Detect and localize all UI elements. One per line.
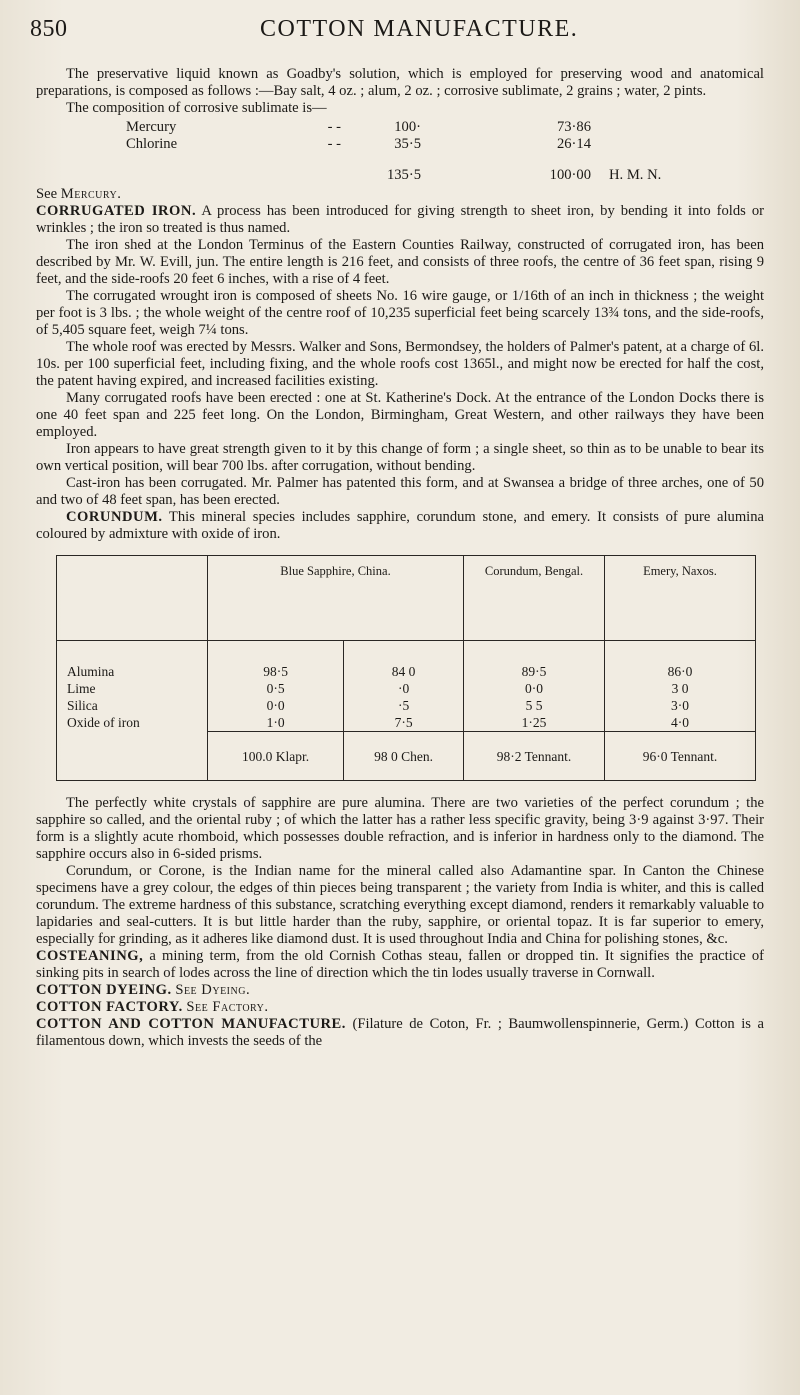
running-title: COTTON MANUFACTURE. <box>260 16 579 42</box>
corrugated-paragraph: Many corrugated roofs have been erected : one at St. Katherine's Dock. At the entrance of the London Docks there is one 40 feet span and 225 feet long. On the London, Birmingham, Great Western, and other railways they have been employed. <box>36 390 764 440</box>
table-header-row <box>57 556 756 641</box>
element-weight: 35·5 <box>394 136 421 152</box>
composition-row <box>36 119 764 136</box>
column-header: Blue Sapphire, China. <box>208 556 464 641</box>
cotton-dyeing-entry <box>36 982 764 999</box>
source-cell: 98 0 Chen. <box>344 732 464 781</box>
cross-reference-link[interactable]: See Dyeing. <box>175 982 251 998</box>
sapphire-paragraph: The perfectly white crystals of sapphire are pure alumina. There are two varieties of the perfect corundum ; the sapphire so called, and the oriental ruby ; of which the latter has a rather less specific gravity, being 3·9 against 3·97. Their form is a slightly acute rhomboid, which possesses double refraction, and is inferior in hardness only to the diamond. The sapphire occurs also in 6-sided prisms. <box>36 795 764 862</box>
element-dash: - - <box>327 119 341 135</box>
mineral-analysis-table <box>56 555 756 781</box>
composition-total-row <box>36 167 764 184</box>
table-row <box>57 641 756 732</box>
corrugated-paragraph: The corrugated wrought iron is composed of sheets No. 16 wire gauge, or 1/16th of an inch in thickness ; the weight per foot is 3 lbs. ; the whole weight of the centre roof of 10,235 superficial feet being scarcely 13¾ tons, and the side-roofs, of 5,405 square feet, weigh 7¼ tons. <box>36 288 764 338</box>
sapphire-analysis-1: 98·5 0·5 0·0 1·0 <box>208 641 344 732</box>
see-mercury-link[interactable]: Mercury. <box>60 186 122 202</box>
sapphire-analysis-2: 84 0 ·0 ·5 7·5 <box>344 641 464 732</box>
costeaning-entry: COSTEANING, a mining term, from the old Cornish Cothas steau, fallen or dropped tin. It signifies the practice of sinking pits in search of lodes across the line of direction which the tin lodes usually traverse in Cornwall. <box>36 948 764 981</box>
emery-analysis: 86·0 3 0 3·0 4·0 <box>605 641 756 732</box>
source-cell: 98·2 Tennant. <box>464 732 605 781</box>
cotton-factory-entry <box>36 999 764 1016</box>
entry-heading: COTTON AND COTTON MANUFACTURE. <box>36 1016 346 1032</box>
element-weight: 100· <box>394 119 421 135</box>
see-mercury: See Mercury. <box>36 186 122 202</box>
entry-heading: CORRUGATED IRON. <box>36 203 197 219</box>
corundum-analysis: 89·5 0·0 5 5 1·25 <box>464 641 605 732</box>
composition-table <box>36 119 764 184</box>
corundum-entry: CORUNDUM. This mineral species includes sapphire, corundum stone, and emery. It consists of pure alumina coloured by admixture with oxide of iron. <box>36 509 764 542</box>
element-percent: 26·14 <box>556 136 591 152</box>
entry-heading: COTTON FACTORY. <box>36 999 183 1015</box>
element-name: Chlorine <box>126 136 178 152</box>
corundum-paragraph: Corundum, or Corone, is the Indian name for the mineral called also Adamantine spar. In Canton the Chinese specimens have a grey colour, the edges of thin pieces being transparent ; the variety from India is whiter, and this is called corundum. The extreme hardness of this substance, scratching everything except diamond, renders it remarkably valuable to lapidaries and seal-cutters. It is but little harder than the ruby, sapphire, or oriental topaz. It is far superior to emery, especially for grinding, as it adheres like diamond dust. It is used throughout India and China for polishing stones, &c. <box>36 863 764 947</box>
element-dash: - - <box>327 136 341 152</box>
corrugated-paragraph: Cast-iron has been corrugated. Mr. Palmer has patented this form, and at Swansea a bridge of three arches, one of 50 and two of 48 feet span, has been erected. <box>36 475 764 508</box>
corrugated-iron-entry: CORRUGATED IRON. A process has been introduced for giving strength to sheet iron, by bending it into folds or wrinkles ; the iron so treated is thus named. <box>36 203 764 236</box>
cotton-manufacture-entry: COTTON AND COTTON MANUFACTURE. (Filature de Coton, Fr. ; Baumwollenspinnerie, Germ.) Cotton is a filamentous down, which invests the seeds of the <box>36 1016 764 1049</box>
column-header: Corundum, Bengal. <box>464 556 605 641</box>
source-cell: 96·0 Tennant. <box>605 732 756 781</box>
source-cell: 100.0 Klapr. <box>208 732 344 781</box>
entry-heading: CORUNDUM. <box>66 509 163 525</box>
entry-heading: COTTON DYEING. <box>36 982 172 998</box>
goadby-paragraph: The preservative liquid known as Goadby's solution, which is employed for preserving wood and anatomical preparations, is composed as follows :—Bay salt, 4 oz. ; alum, 2 oz. ; corrosive sublimate, 2 grains ; water, 2 pints. <box>36 66 764 99</box>
corrugated-paragraph: Iron appears to have great strength given to it by this change of form ; a single sheet, so thin as to be unable to bear its own vertical position, will bear 700 lbs. after corrugation, without bending. <box>36 441 764 474</box>
corrugated-paragraph: The whole roof was erected by Messrs. Walker and Sons, Bermondsey, the holders of Palmer's patent, at a charge of 6l. 10s. per 100 superficial feet, including fixing, and the whole roofs cost 1365l., and might now be erected for half the cost, the patent having expired, and increased facilities existing. <box>36 339 764 389</box>
row-labels: Alumina Lime Silica Oxide of iron <box>57 641 208 781</box>
element-percent: 73·86 <box>556 119 591 135</box>
corrugated-paragraph: The iron shed at the London Terminus of the Eastern Counties Railway, constructed of corrugated iron, has been described by Mr. W. Evill, jun. The entire length is 216 feet, and consists of three roofs, the centre of 36 feet span, rising 9 feet, and the side-roofs 20 feet 6 inches, with a rise of 4 feet. <box>36 237 764 287</box>
element-name: Mercury <box>126 119 177 135</box>
author-initials: H. M. N. <box>609 167 662 183</box>
total-weight: 135·5 <box>386 167 421 183</box>
page-number: 850 <box>30 16 68 42</box>
composition-row <box>36 136 764 153</box>
column-header: Emery, Naxos. <box>605 556 756 641</box>
cross-reference-link[interactable]: See Factory. <box>186 999 269 1015</box>
entry-heading: COSTEANING, <box>36 948 144 964</box>
page-header <box>30 14 780 50</box>
total-percent: 100·00 <box>549 167 591 183</box>
composition-intro: The composition of corrosive sublimate is— <box>66 100 327 116</box>
page-body <box>36 66 764 1050</box>
